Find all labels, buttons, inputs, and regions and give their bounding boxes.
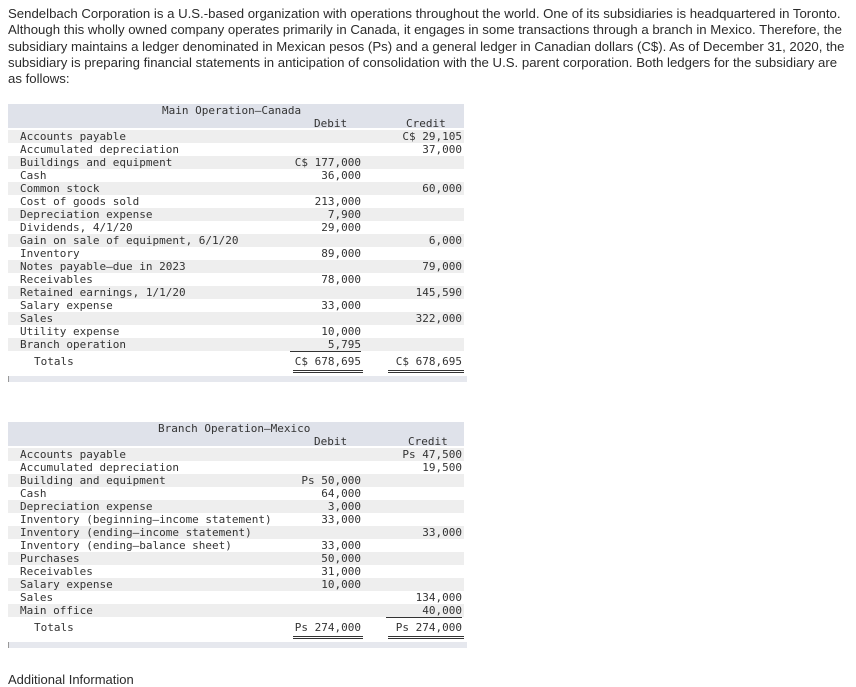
ledger-row xyxy=(8,325,464,338)
mexico-ledger-title: Branch Operation—Mexico xyxy=(158,422,311,435)
ledger-row xyxy=(8,234,464,247)
debit-amount: 10,000 xyxy=(321,578,361,591)
ledger-row xyxy=(8,273,464,286)
mexico-debit-header: Debit xyxy=(314,435,348,448)
ledger-row xyxy=(8,487,464,500)
ledger-row xyxy=(8,247,464,260)
ledger-row xyxy=(8,338,464,351)
mexico-total-debit: Ps 274,000 xyxy=(294,621,361,634)
credit-amount: 33,000 xyxy=(422,526,462,539)
credit-amount: 322,000 xyxy=(415,312,462,325)
mexico-ledger-footer xyxy=(8,642,467,648)
ledger-row xyxy=(8,169,464,182)
account-name: Receivables xyxy=(20,273,93,286)
debit-amount: 36,000 xyxy=(321,169,361,182)
problem-intro: Sendelbach Corporation is a U.S.-based organization with operations throughout the world. One of its subsidiaries is headquartered in Toronto. Although this wholly owned company operates primarily in Canada, it engages in some transactions through a branch in Mexico. Therefore, the subsidiary maintains a ledger denominated in Mexican pesos (Ps) and a general ledger in Canadian dollars (C$). As of December 31, 2020, the subsidiary is preparing financial statements in anticipation of consolidation with the U.S. parent corporation. Both ledgers for the subsidiary are as follows: xyxy=(8,6,845,87)
account-name: Cash xyxy=(20,487,47,500)
debit-amount: 89,000 xyxy=(321,247,361,260)
ledger-row xyxy=(8,474,464,487)
ledger-row xyxy=(8,143,464,156)
ledger-row xyxy=(8,299,464,312)
debit-amount: C$ 177,000 xyxy=(294,156,361,169)
credit-amount: 19,500 xyxy=(422,461,462,474)
ledger-row xyxy=(8,130,464,143)
credit-amount: 37,000 xyxy=(422,143,462,156)
account-name: Depreciation expense xyxy=(20,208,153,221)
account-name: Depreciation expense xyxy=(20,500,153,513)
credit-amount: 134,000 xyxy=(415,591,462,604)
ledger-row xyxy=(8,461,464,474)
canada-credit-header: Credit xyxy=(406,117,446,130)
mexico-credit-double-rule xyxy=(388,636,464,639)
ledger-row xyxy=(8,260,464,273)
account-name: Inventory (ending—income statement) xyxy=(20,526,252,539)
account-name: Retained earnings, 1/1/20 xyxy=(20,286,186,299)
account-name: Accumulated depreciation xyxy=(20,143,179,156)
ledger-row xyxy=(8,221,464,234)
account-name: Sales xyxy=(20,591,54,604)
account-name: Salary expense xyxy=(20,578,113,591)
account-name: Notes payable—due in 2023 xyxy=(20,260,186,273)
debit-amount: 33,000 xyxy=(321,299,361,312)
account-name: Receivables xyxy=(20,565,93,578)
debit-amount: 33,000 xyxy=(321,513,361,526)
ledger-row xyxy=(8,604,464,617)
canada-ledger-footer xyxy=(8,376,467,382)
mexico-total-credit: Ps 274,000 xyxy=(395,621,462,634)
ledger-row xyxy=(8,448,464,461)
account-name: Gain on sale of equipment, 6/1/20 xyxy=(20,234,239,247)
debit-amount: 64,000 xyxy=(321,487,361,500)
mexico-credit-header: Credit xyxy=(408,435,448,448)
debit-amount: 7,900 xyxy=(327,208,361,221)
ledger-row xyxy=(8,591,464,604)
account-name: Accounts payable xyxy=(20,448,126,461)
debit-amount: 10,000 xyxy=(321,325,361,338)
mexico-debit-double-rule xyxy=(293,636,363,639)
canada-debit-header: Debit xyxy=(314,117,348,130)
credit-amount: 60,000 xyxy=(422,182,462,195)
mexico-totals-row xyxy=(8,620,464,636)
credit-amount: C$ 29,105 xyxy=(402,130,462,143)
account-name: Salary expense xyxy=(20,299,113,312)
debit-amount: 5,795 xyxy=(290,338,361,352)
ledger-row xyxy=(8,500,464,513)
ledger-row xyxy=(8,565,464,578)
ledger-row xyxy=(8,156,464,169)
debit-amount: 29,000 xyxy=(321,221,361,234)
credit-amount: 145,590 xyxy=(415,286,462,299)
account-name: Inventory xyxy=(20,247,80,260)
ledger-row xyxy=(8,526,464,539)
debit-amount: 213,000 xyxy=(314,195,361,208)
debit-amount: Ps 50,000 xyxy=(301,474,361,487)
account-name: Inventory (ending—balance sheet) xyxy=(20,539,232,552)
ledger-row xyxy=(8,552,464,565)
canada-totals-row xyxy=(8,354,464,370)
account-name: Main office xyxy=(20,604,93,617)
account-name: Dividends, 4/1/20 xyxy=(20,221,133,234)
account-name: Common stock xyxy=(20,182,100,195)
account-name: Purchases xyxy=(20,552,80,565)
account-name: Sales xyxy=(20,312,54,325)
canada-total-debit: C$ 678,695 xyxy=(294,355,361,368)
debit-amount: 50,000 xyxy=(321,552,361,565)
credit-amount: 79,000 xyxy=(422,260,462,273)
credit-amount: 40,000 xyxy=(386,604,462,618)
account-name: Cost of goods sold xyxy=(20,195,140,208)
account-name: Cash xyxy=(20,169,47,182)
debit-amount: 3,000 xyxy=(327,500,361,513)
mexico-totals-label: Totals xyxy=(34,621,74,634)
account-name: Accounts payable xyxy=(20,130,126,143)
ledger-row xyxy=(8,182,464,195)
ledger-row xyxy=(8,195,464,208)
account-name: Inventory (beginning—income statement) xyxy=(20,513,272,526)
ledger-row xyxy=(8,208,464,221)
ledger-row xyxy=(8,286,464,299)
ledger-row xyxy=(8,578,464,591)
canada-credit-double-rule xyxy=(388,370,464,373)
ledger-row xyxy=(8,539,464,552)
additional-information-heading: Additional Information xyxy=(8,672,134,687)
canada-totals-label: Totals xyxy=(34,355,74,368)
debit-amount: 33,000 xyxy=(321,539,361,552)
debit-amount: 78,000 xyxy=(321,273,361,286)
account-name: Building and equipment xyxy=(20,474,166,487)
account-name: Utility expense xyxy=(20,325,120,338)
account-name: Branch operation xyxy=(20,338,126,351)
canada-debit-double-rule xyxy=(293,370,363,373)
canada-total-credit: C$ 678,695 xyxy=(395,355,462,368)
canada-ledger-title: Main Operation—Canada xyxy=(162,104,302,117)
credit-amount: Ps 47,500 xyxy=(402,448,462,461)
account-name: Buildings and equipment xyxy=(20,156,173,169)
ledger-row xyxy=(8,513,464,526)
credit-amount: 6,000 xyxy=(428,234,462,247)
debit-amount: 31,000 xyxy=(321,565,361,578)
account-name: Accumulated depreciation xyxy=(20,461,179,474)
ledger-row xyxy=(8,312,464,325)
